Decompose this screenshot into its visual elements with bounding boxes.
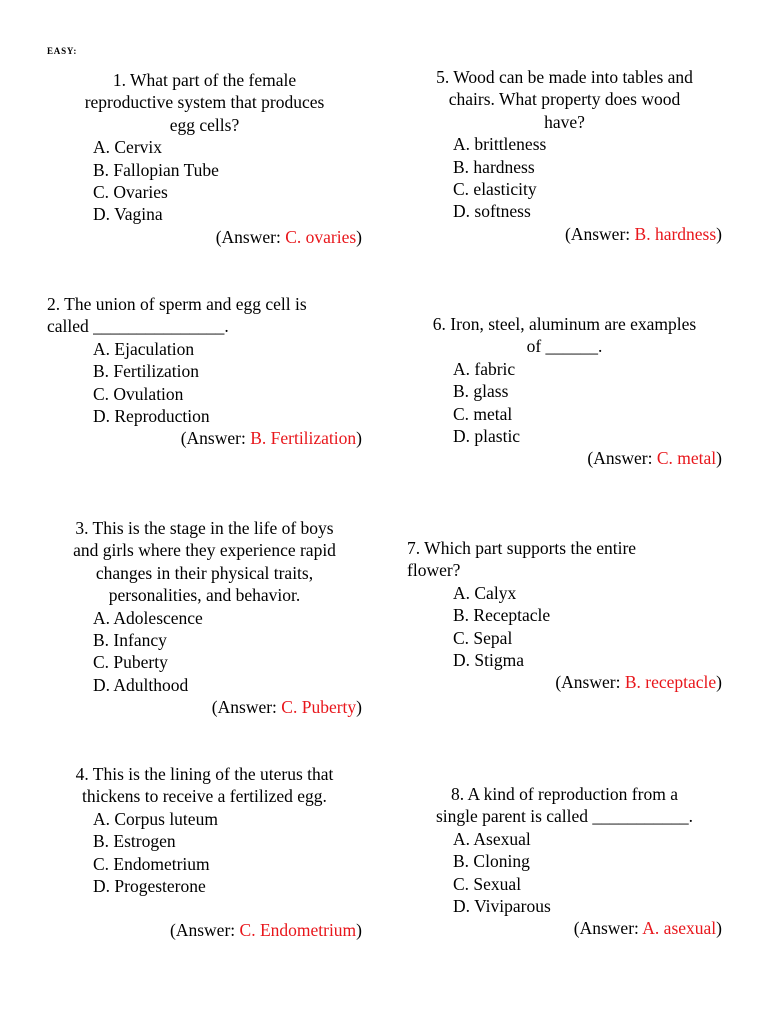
answer-line	[47, 427, 362, 449]
option-d: D. plastic	[453, 426, 521, 447]
options-list	[407, 582, 722, 672]
stem-line: have?	[544, 111, 585, 132]
answer-line	[407, 917, 722, 939]
answer-prefix: (Answer:	[211, 697, 282, 718]
option-d: D. Adulthood	[93, 674, 189, 695]
stem-line: chairs. What property does wood	[448, 89, 681, 110]
option-c: C. Endometrium	[93, 853, 210, 874]
question-6	[407, 313, 722, 470]
stem-line: 7. Which part supports the entire	[407, 538, 637, 558]
question-3	[47, 517, 362, 719]
answer-value: A. asexual	[642, 918, 717, 939]
question-stem	[407, 537, 722, 582]
option-b: B. Receptacle	[453, 605, 551, 626]
question-4	[47, 763, 362, 942]
stem-line: personalities, and behavior.	[108, 585, 301, 606]
answer-line	[407, 223, 722, 245]
answer-line	[407, 447, 722, 469]
answer-line	[47, 226, 362, 248]
stem-line: 2. The union of sperm and egg cell is	[47, 294, 307, 314]
stem-line: of ______.	[526, 336, 603, 357]
stem-line: changes in their physical traits,	[95, 562, 314, 583]
answer-prefix: (Answer:	[565, 223, 635, 244]
option-c: C. Sexual	[453, 873, 522, 894]
option-c: C. metal	[453, 403, 513, 424]
answer-prefix: (Answer:	[555, 672, 625, 693]
option-c: C. elasticity	[453, 179, 537, 200]
option-d: D. Viviparous	[453, 896, 551, 917]
question-7	[407, 537, 722, 694]
stem-line: 6. Iron, steel, aluminum are examples	[432, 314, 697, 334]
option-a: A. Adolescence	[93, 607, 203, 628]
question-stem	[407, 66, 722, 133]
option-b: B. Fertilization	[93, 361, 199, 382]
answer-suffix: )	[716, 448, 722, 469]
options-list	[47, 136, 362, 226]
answer-value: C. metal	[656, 448, 717, 469]
option-c: C. Sepal	[453, 627, 513, 648]
option-d: D. Stigma	[453, 650, 524, 671]
option-d: D. Progesterone	[93, 876, 206, 897]
answer-prefix: (Answer:	[587, 448, 657, 469]
option-c: C. Ovulation	[93, 383, 184, 404]
stem-line: 3. This is the stage in the life of boys	[75, 518, 334, 538]
question-1	[47, 69, 362, 248]
option-a: A. fabric	[453, 358, 516, 379]
question-stem	[47, 763, 362, 808]
question-stem	[47, 69, 362, 136]
answer-value: B. receptacle	[624, 672, 717, 693]
option-a: A. Asexual	[453, 828, 531, 849]
difficulty-label: EASY:	[47, 46, 78, 56]
blank-line	[47, 897, 362, 919]
answer-prefix: (Answer:	[573, 918, 643, 939]
option-c: C. Puberty	[93, 652, 168, 673]
option-a: A. Cervix	[93, 137, 163, 158]
answer-value: C. ovaries	[285, 226, 357, 247]
answer-value: C. Endometrium	[239, 920, 357, 941]
answer-prefix: (Answer:	[170, 920, 240, 941]
option-b: B. Fallopian Tube	[93, 159, 219, 180]
option-d: D. Vagina	[93, 204, 163, 225]
option-a: A. brittleness	[453, 134, 547, 155]
answer-suffix: )	[356, 697, 362, 718]
answer-suffix: )	[356, 226, 362, 247]
stem-line: and girls where they experience rapid	[73, 540, 336, 561]
option-b: B. Cloning	[453, 851, 530, 872]
stem-line: egg cells?	[169, 114, 240, 135]
options-list	[407, 358, 722, 448]
stem-line: 5. Wood can be made into tables and	[436, 67, 693, 87]
options-list	[47, 808, 362, 898]
stem-line: called _______________.	[47, 316, 229, 337]
option-d: D. softness	[453, 201, 531, 222]
question-2	[47, 293, 362, 450]
option-c: C. Ovaries	[93, 182, 168, 203]
answer-prefix: (Answer:	[215, 226, 286, 247]
answer-line	[407, 671, 722, 693]
options-list	[47, 607, 362, 697]
option-a: A. Corpus luteum	[93, 808, 218, 829]
answer-value: B. Fertilization	[250, 428, 357, 449]
option-d: D. Reproduction	[93, 406, 210, 427]
answer-value: B. hardness	[634, 223, 717, 244]
answer-suffix: )	[356, 428, 362, 449]
question-stem	[47, 293, 362, 338]
option-b: B. glass	[453, 381, 509, 402]
answer-suffix: )	[716, 672, 722, 693]
option-b: B. Estrogen	[93, 831, 176, 852]
option-a: A. Calyx	[453, 582, 517, 603]
question-8	[407, 783, 722, 940]
stem-line: reproductive system that produces	[84, 92, 325, 113]
options-list	[407, 133, 722, 223]
question-5	[407, 66, 722, 245]
option-b: B. hardness	[453, 156, 535, 177]
stem-line: thickens to receive a fertilized egg.	[82, 786, 327, 807]
answer-line	[47, 919, 362, 941]
options-list	[47, 338, 362, 428]
answer-suffix: )	[356, 920, 362, 941]
option-b: B. Infancy	[93, 630, 167, 651]
stem-line: flower?	[407, 560, 461, 581]
stem-line: 4. This is the lining of the uterus that	[75, 764, 334, 784]
question-stem	[47, 517, 362, 607]
option-a: A. Ejaculation	[93, 338, 195, 359]
answer-suffix: )	[716, 918, 722, 939]
stem-line: 8. A kind of reproduction from a	[451, 784, 678, 804]
stem-line: 1. What part of the female	[112, 70, 297, 90]
answer-value: C. Puberty	[281, 697, 357, 718]
answer-line	[47, 696, 362, 718]
question-stem	[407, 313, 722, 358]
stem-line: single parent is called ___________.	[435, 806, 694, 827]
options-list	[407, 828, 722, 918]
question-stem	[407, 783, 722, 828]
answer-suffix: )	[716, 223, 722, 244]
answer-prefix: (Answer:	[180, 428, 251, 449]
